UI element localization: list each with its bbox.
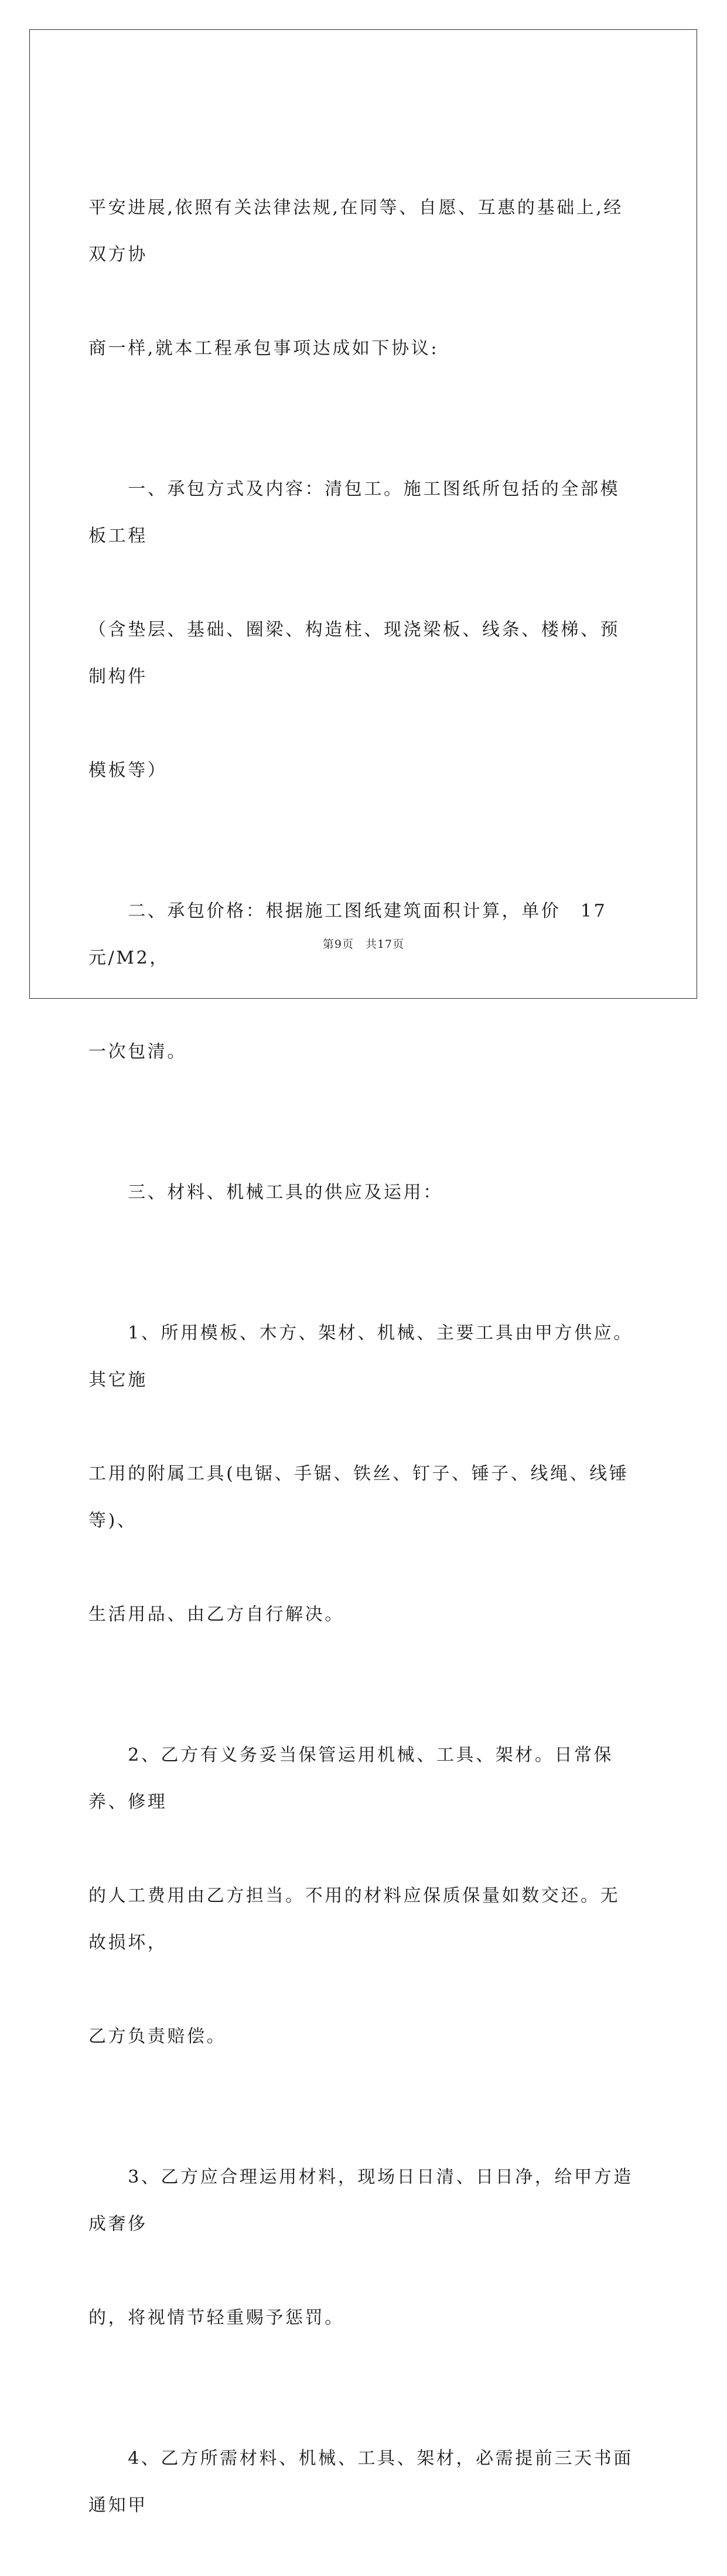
text-block	[88, 91, 639, 2576]
text-line: 4、乙方所需材料、机械、工具、架材，必需提前三天书面通知甲	[88, 2448, 633, 2516]
page-footer	[0, 935, 727, 951]
text-line: 一次包清。	[88, 1042, 187, 1062]
text-line: 三、材料、机械工具的供应及运用：	[88, 1182, 443, 1203]
text-line: 工用的附属工具(电锯、手锯、铁丝、钉子、锤子、线绳、线锤等)、	[88, 1464, 629, 1531]
text-line: （含垫层、基础、圈梁、构造柱、现浇梁板、线条、楼梯、预制构件	[88, 620, 620, 687]
text-line: 生活用品、由乙方自行解决。	[88, 1604, 344, 1625]
text-line: 平安进展,依照有关法律法规,在同等、自愿、互惠的基础上,经双方协	[88, 198, 624, 265]
text-line: 乙方负责赔偿。	[88, 2026, 227, 2047]
text-line: 的人工费用由乙方担当。不用的材料应保质保量如数交还。无故损坏，	[88, 1886, 620, 1953]
document-body	[88, 91, 639, 2576]
text-line: 3、乙方应合理运用材料，现场日日清、日日净，给甲方造成奢侈	[88, 2167, 633, 2234]
text-line: 商一样,就本工程承包事项达成如下协议:	[88, 338, 439, 359]
text-line: 的，将视情节轻重赐予惩罚。	[88, 2308, 344, 2328]
text-line: 1、所用模板、木方、架材、机械、主要工具由甲方供应。其它施	[88, 1323, 633, 1390]
page-number: 第9页 共17页	[322, 938, 405, 951]
text-line: 2、乙方有义务妥当保管运用机械、工具、架材。日常保养、修理	[88, 1745, 614, 1812]
text-line: 二、承包价格：根据施工图纸建筑面积计算，单价 17 元/M2，	[88, 901, 627, 968]
text-line: 一、承包方式及内容：清包工。施工图纸所包括的全部模板工程	[88, 479, 620, 546]
text-line: 模板等）	[88, 760, 168, 781]
